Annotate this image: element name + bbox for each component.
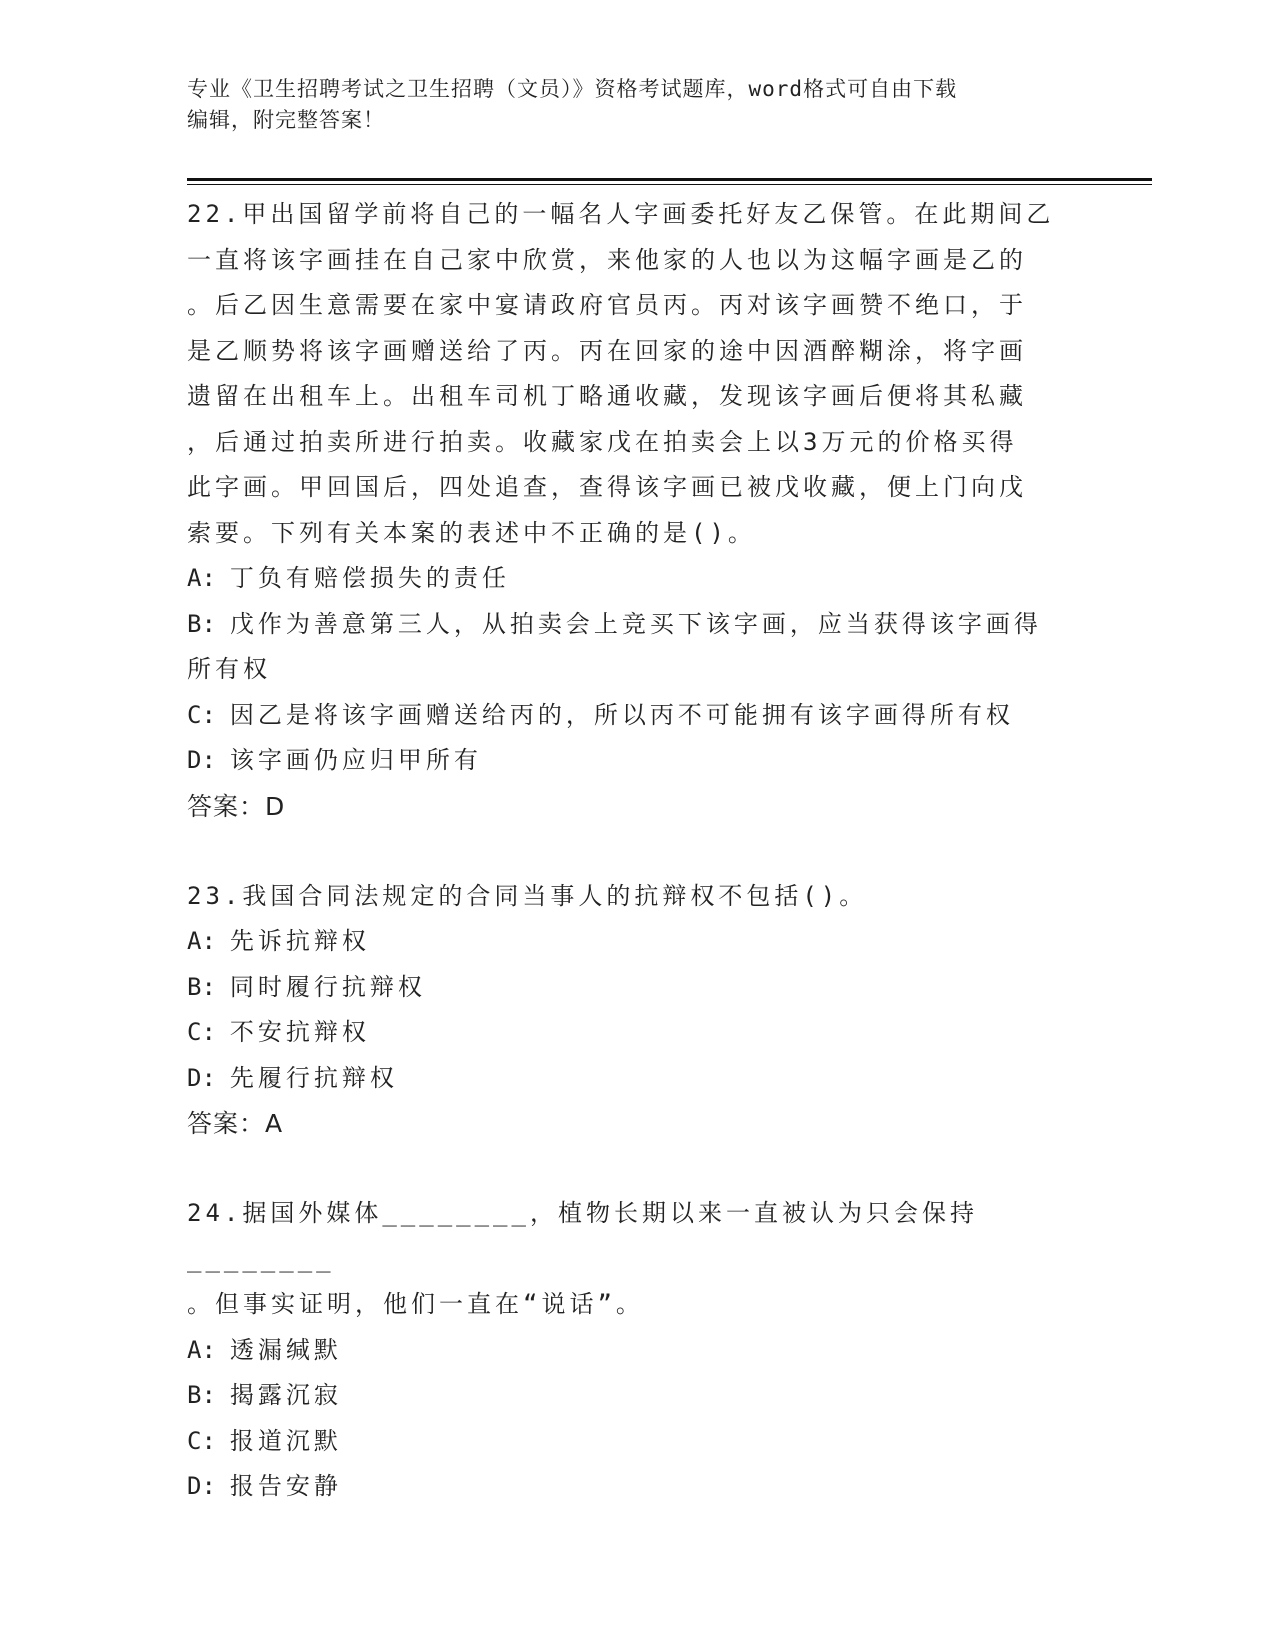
option-c	[187, 1419, 1077, 1465]
option-b	[187, 602, 1077, 648]
header-line-2: 编辑，附完整答案！	[187, 108, 385, 132]
option-text: 先诉抗辩权	[229, 927, 370, 955]
question-list	[187, 192, 1077, 1510]
question-spacer	[187, 1146, 1077, 1191]
option-text: 不安抗辩权	[229, 1018, 370, 1046]
question-stem-line: 23.我国合同法规定的合同当事人的抗辩权不包括()。	[187, 881, 868, 910]
option-text: 丁负有赔偿损失的责任	[229, 564, 510, 592]
option-text: 先履行抗辩权	[229, 1063, 398, 1092]
option-label: C:	[187, 1018, 216, 1046]
option-text: 该字画仍应归甲所有	[229, 746, 482, 774]
option-d	[187, 738, 1077, 784]
question-24	[187, 1191, 1077, 1510]
option-label: B:	[187, 972, 216, 1001]
option-b	[187, 1373, 1077, 1419]
option-label: D:	[187, 1472, 216, 1500]
option-text: 揭露沉寂	[229, 1381, 342, 1409]
header-line-1: 专业《卫生招聘考试之卫生招聘（文员）》资格考试题库，word格式可自由下载	[187, 77, 958, 101]
question-stem-line: 是乙顺势将该字画赠送给了丙。丙在回家的途中因酒醉糊涂，将字画	[187, 336, 1027, 365]
option-label: B:	[187, 609, 216, 638]
question-stem-line: ，后通过拍卖所进行拍卖。收藏家戊在拍卖会上以3万元的价格买得	[187, 427, 1018, 456]
answer-line: 答案：A	[187, 1109, 284, 1138]
question-stem-line: 一直将该字画挂在自己家中欣赏，来他家的人也以为这幅字画是乙的	[187, 245, 1027, 274]
question-stem-line: 索要。下列有关本案的表述中不正确的是()。	[187, 518, 756, 547]
question-stem-line: 24.据国外媒体________，植物长期以来一直被认为只会保持________	[187, 1199, 978, 1273]
option-a	[187, 919, 1077, 965]
option-label: A:	[187, 564, 216, 592]
option-a	[187, 1328, 1077, 1374]
option-text: 报道沉默	[229, 1426, 342, 1455]
option-c	[187, 1010, 1077, 1056]
option-label: D:	[187, 746, 216, 774]
question-stem-line: 22.甲出国留学前将自己的一幅名人字画委托好友乙保管。在此期间乙	[187, 200, 1055, 228]
option-text: 报告安静	[229, 1472, 342, 1500]
option-a	[187, 556, 1077, 602]
question-stem-line: 此字画。甲回国后，四处追查，查得该字画已被戊收藏，便上门向戊	[187, 473, 1027, 501]
question-stem-line: 。后乙因生意需要在家中宴请政府官员丙。丙对该字画赞不绝口，于	[187, 291, 1027, 319]
option-d	[187, 1464, 1077, 1510]
option-d	[187, 1056, 1077, 1102]
document-header	[187, 74, 1067, 136]
option-b	[187, 965, 1077, 1011]
question-22	[187, 192, 1077, 829]
option-label: C:	[187, 700, 216, 729]
option-text: 因乙是将该字画赠送给丙的，所以丙不可能拥有该字画得所有权	[229, 700, 1014, 729]
option-text: 戊作为善意第三人，从拍卖会上竞买下该字画，应当获得该字画得	[229, 609, 1042, 638]
option-label: C:	[187, 1426, 216, 1455]
option-text: 透漏缄默	[229, 1335, 342, 1364]
question-spacer	[187, 829, 1077, 874]
option-label: B:	[187, 1381, 216, 1409]
question-23	[187, 874, 1077, 1147]
option-text: 同时履行抗辩权	[229, 972, 426, 1001]
question-stem-line: 。但事实证明，他们一直在“说话”。	[187, 1290, 644, 1318]
header-rule-thick	[187, 178, 1152, 181]
option-label: A:	[187, 1335, 216, 1364]
answer-line: 答案：D	[187, 791, 286, 821]
option-label: A:	[187, 927, 216, 955]
option-label: D:	[187, 1063, 216, 1092]
question-stem-line: 遗留在出租车上。出租车司机丁略通收藏，发现该字画后便将其私藏	[187, 382, 1027, 410]
option-b-continued: 所有权	[187, 655, 271, 683]
option-c	[187, 693, 1077, 739]
header-rule-thin	[187, 184, 1152, 185]
